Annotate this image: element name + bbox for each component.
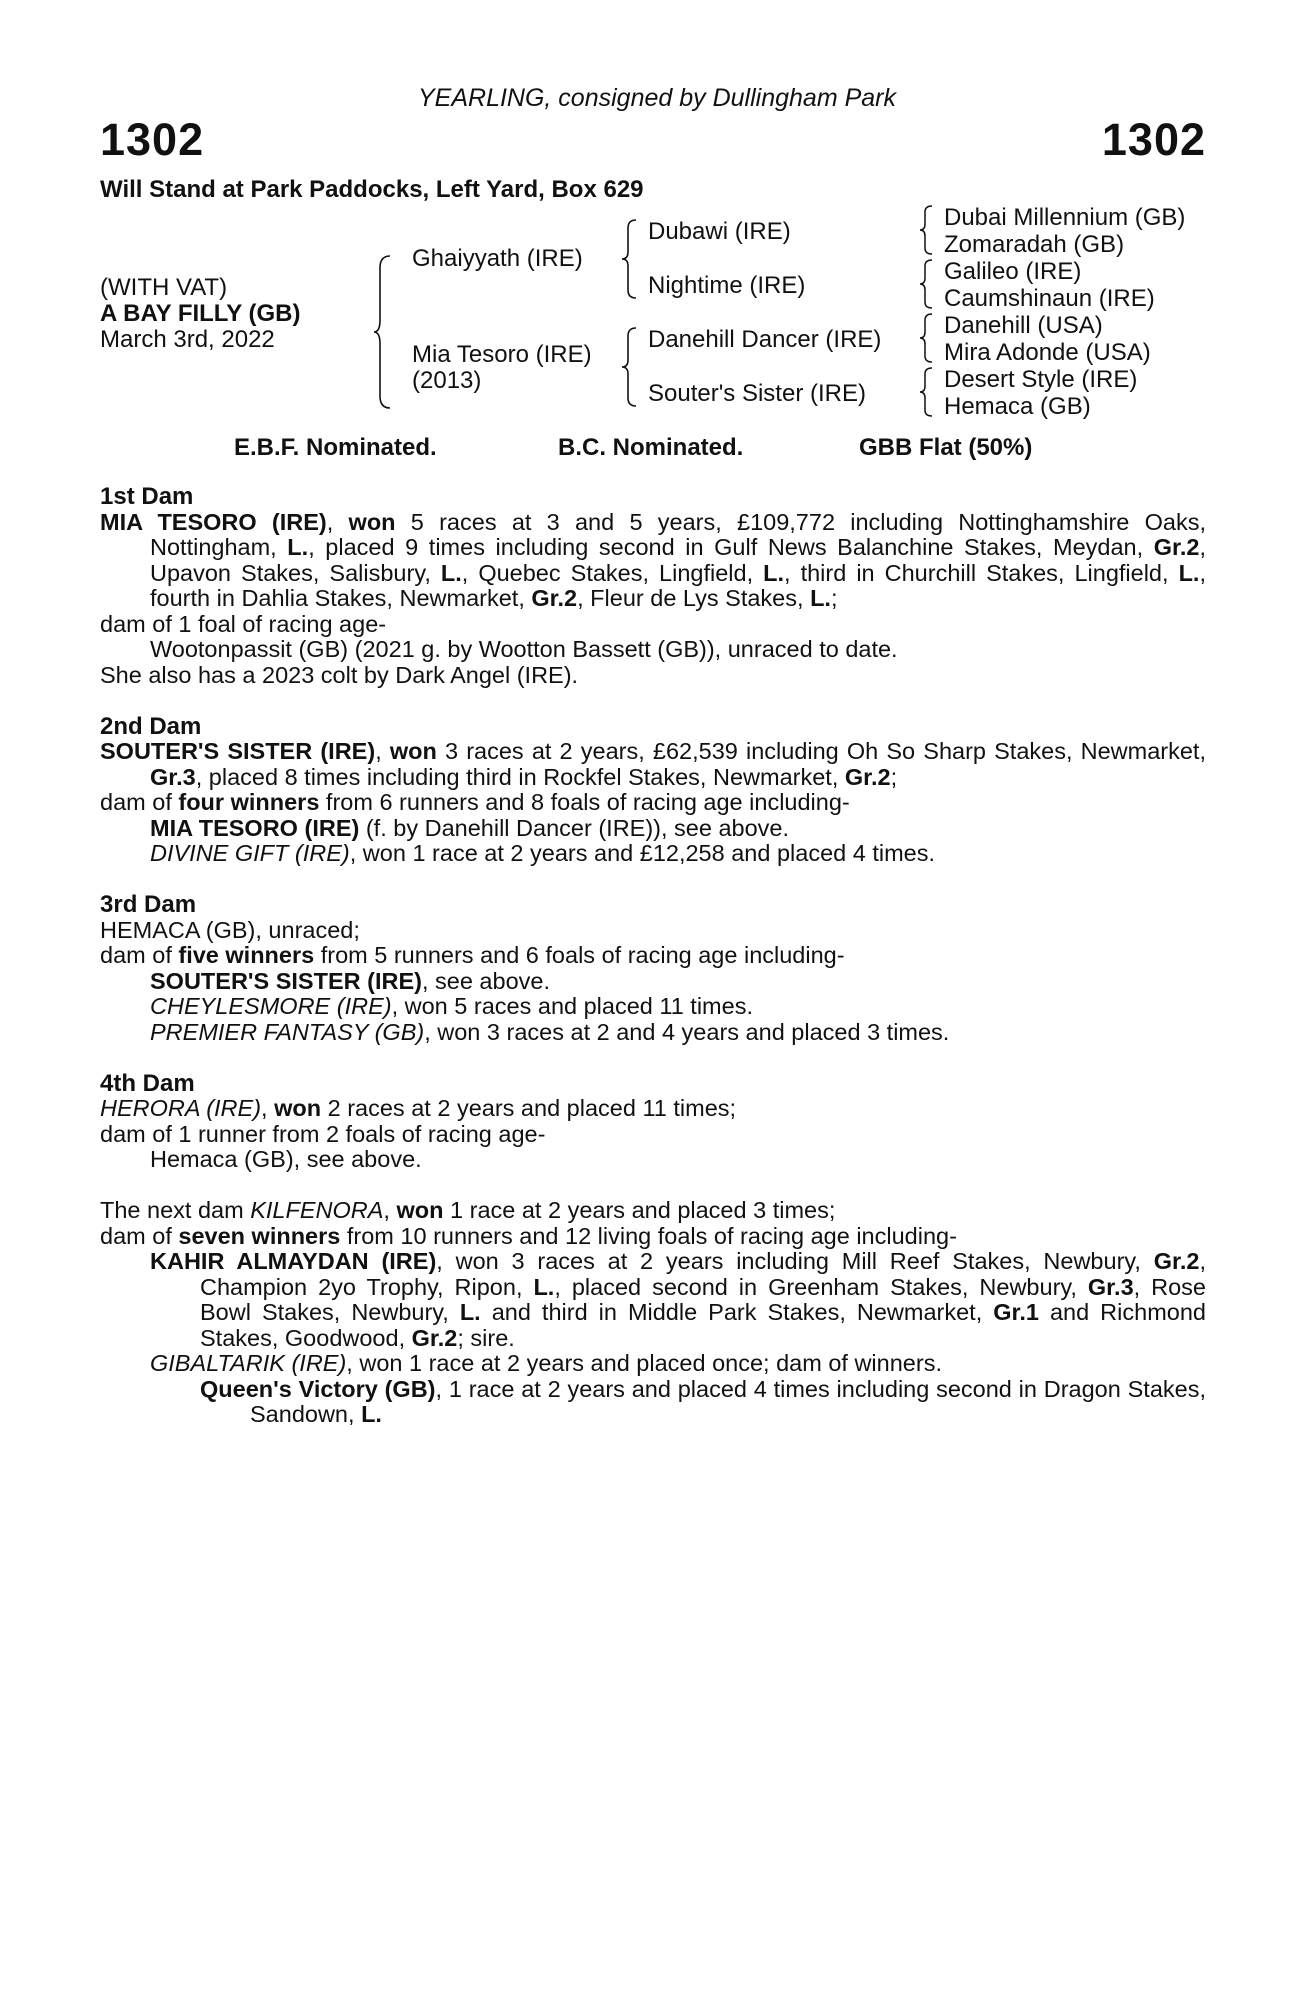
first-dam-heading: 1st Dam — [100, 483, 194, 510]
third-dam-heading: 3rd Dam — [100, 891, 197, 918]
dam-line-text — [100, 484, 1206, 1428]
second-dam-record: SOUTER'S SISTER (IRE), won 3 races at 2 years, £62,539 including Oh So Sharp Stakes, Newmarket, Gr.3, placed 8 times including third in Rockfel Stakes, Newmarket, Gr.2; — [100, 738, 1206, 790]
sire-name: Ghaiyyath (IRE) — [412, 245, 583, 272]
third-dam-produce-1: SOUTER'S SISTER (IRE), see above. — [150, 967, 550, 994]
next-dam-record: The next dam KILFENORA, won 1 race at 2 years and placed 3 times; — [100, 1197, 836, 1223]
gen3-5: Danehill (USA) — [944, 312, 1103, 339]
second-dam-produce-2: DIVINE GIFT (IRE), won 1 race at 2 years and £12,258 and placed 4 times. — [150, 840, 936, 866]
sire-dam: Nightime (IRE) — [648, 272, 806, 299]
third-dam-produce-3: PREMIER FANTASY (GB), won 3 races at 2 and 4 years and placed 3 times. — [150, 1018, 950, 1045]
gen3-8: Hemaca (GB) — [944, 393, 1091, 420]
gen3-3: Galileo (IRE) — [944, 258, 1082, 285]
sire-brace — [620, 218, 640, 300]
gen3-brace-1 — [918, 204, 936, 256]
dam-name: Mia Tesoro (IRE) — [412, 341, 592, 368]
pedigree-brace-main — [372, 254, 396, 410]
gen3-1: Dubai Millennium (GB) — [944, 204, 1186, 231]
first-dam-produce-intro: dam of 1 foal of racing age- — [100, 610, 387, 637]
bc-nomination: B.C. Nominated. — [558, 434, 744, 461]
next-dam-grand-produce-queens-victory: Queen's Victory (GB), 1 race at 2 years and placed 4 times including second in Dragon Stakes, Sandown, L. — [200, 1375, 1206, 1427]
gen3-brace-3 — [918, 312, 936, 364]
dam-brace — [620, 326, 640, 408]
fourth-dam-record: HERORA (IRE), won 2 races at 2 years and placed 11 times; — [100, 1095, 737, 1121]
fourth-dam-heading: 4th Dam — [100, 1069, 195, 1097]
consignment-line: YEARLING, consigned by Dullingham Park — [417, 84, 896, 112]
lot-number-right: 1302 — [1101, 114, 1206, 165]
ebf-nomination: E.B.F. Nominated. — [234, 434, 437, 461]
stand-location: Will Stand at Park Paddocks, Left Yard, Box 629 — [100, 176, 644, 203]
gen3-4: Caumshinaun (IRE) — [944, 285, 1155, 312]
gen3-2: Zomaradah (GB) — [944, 231, 1125, 258]
foaling-date: March 3rd, 2022 — [100, 326, 275, 353]
fourth-dam-produce-1: Hemaca (GB), see above. — [150, 1146, 422, 1172]
first-dam-record: MIA TESORO (IRE), won 5 races at 3 and 5 years, £109,772 including Nottinghamshire Oaks, Nottingham, L., placed 9 times including second in Gulf News Balanchine Stakes, Meydan, Gr.2, Upavon Stakes, Salisbury, L., Quebec Stakes, Lingfield, L., third in Churchill Stakes, Lingfield, L., fourth in Dahlia Stakes, Newmarket, Gr.2, Fleur de Lys Stakes, L.; — [100, 508, 1206, 611]
next-dam-produce-intro: dam of seven winners from 10 runners and 12 living foals of racing age including- — [100, 1222, 957, 1249]
second-dam-produce-1: MIA TESORO (IRE) (f. by Danehill Dancer (IRE)), see above. — [150, 814, 790, 841]
next-dam-produce-gibaltarik: GIBALTARIK (IRE), won 1 race at 2 years and placed once; dam of winners. — [150, 1350, 942, 1376]
vat-label: (WITH VAT) — [100, 274, 228, 301]
second-dam-section — [100, 714, 1206, 867]
first-dam-also: She also has a 2023 colt by Dark Angel (IRE). — [100, 661, 579, 688]
gen3-7: Desert Style (IRE) — [944, 366, 1138, 393]
next-dam-section — [100, 1198, 1206, 1428]
first-dam-section — [100, 484, 1206, 688]
gen3-6: Mira Adonde (USA) — [944, 339, 1151, 366]
second-dam-heading: 2nd Dam — [100, 712, 202, 740]
first-dam-foal: Wootonpassit (GB) (2021 g. by Wootton Bassett (GB)), unraced to date. — [150, 636, 898, 662]
third-dam-section — [100, 892, 1206, 1045]
fourth-dam-produce-intro: dam of 1 runner from 2 foals of racing age- — [100, 1120, 546, 1147]
second-dam-produce-intro: dam of four winners from 6 runners and 8 foals of racing age including- — [100, 789, 850, 815]
gen3-brace-4 — [918, 366, 936, 418]
dam-year: (2013) — [412, 367, 482, 394]
gbb-nomination: GBB Flat (50%) — [859, 434, 1033, 461]
sire-sire: Dubawi (IRE) — [648, 218, 791, 245]
dam-sire: Danehill Dancer (IRE) — [648, 326, 882, 353]
gen3-brace-2 — [918, 258, 936, 310]
fourth-dam-section — [100, 1071, 1206, 1173]
third-dam-produce-2: CHEYLESMORE (IRE), won 5 races and placed 11 times. — [150, 993, 753, 1019]
dam-dam: Souter's Sister (IRE) — [648, 380, 866, 407]
next-dam-produce-kahir: KAHIR ALMAYDAN (IRE), won 3 races at 2 years including Mill Reef Stakes, Newbury, Gr.2, Champion 2yo Trophy, Ripon, L., placed second in Greenham Stakes, Newbury, Gr.3, Rose Bowl Stakes, Newbury, L. and third in Middle Park Stakes, Newmarket, Gr.1 and Richmond Stakes, Goodwood, Gr.2; sire. — [150, 1248, 1207, 1351]
third-dam-record: HEMACA (GB), unraced; — [100, 916, 360, 943]
lot-number-left: 1302 — [100, 114, 205, 165]
third-dam-produce-intro: dam of five winners from 5 runners and 6 foals of racing age including- — [100, 942, 845, 968]
lot-name: A BAY FILLY (GB) — [100, 300, 301, 327]
